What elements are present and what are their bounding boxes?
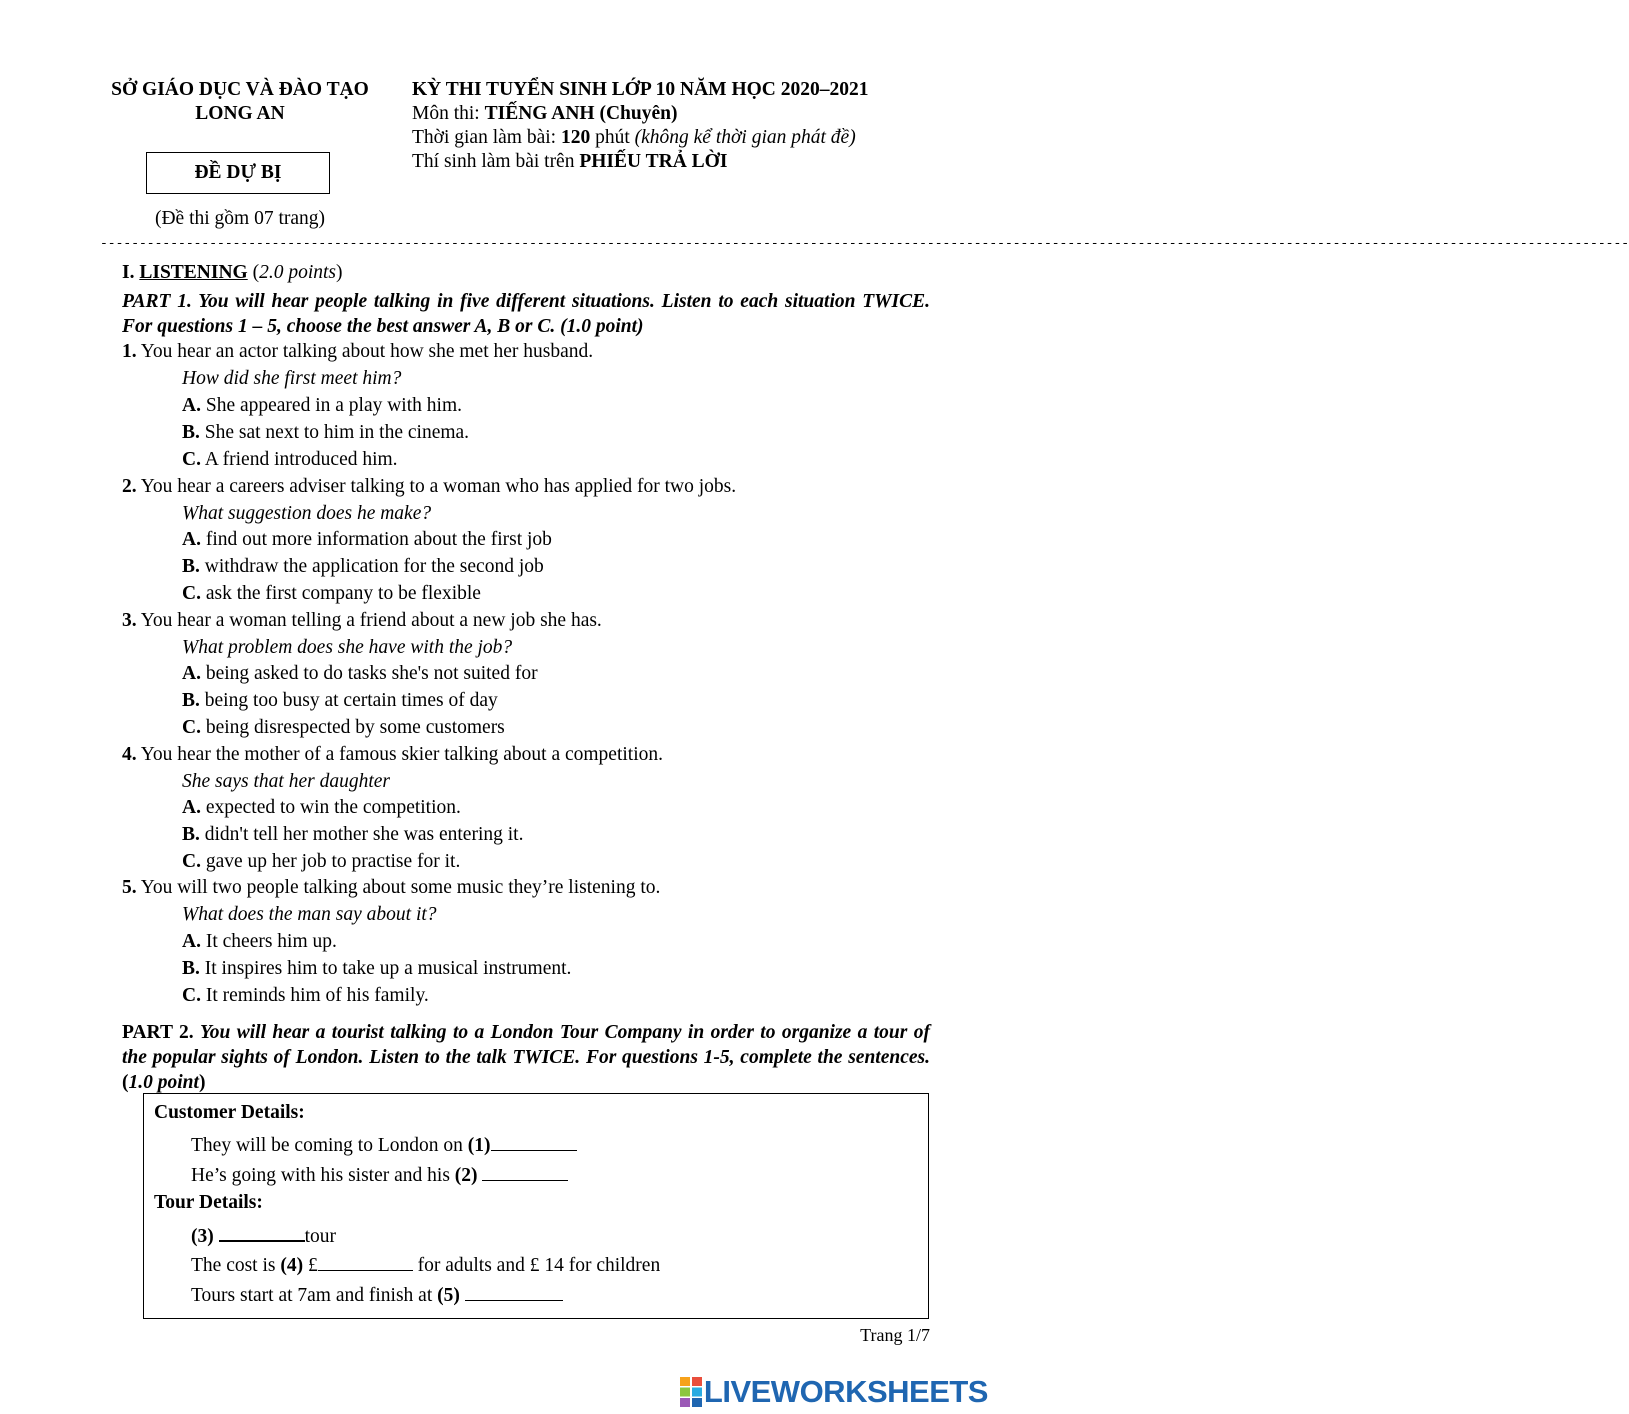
- question-4-prompt: She says that her daughter: [182, 771, 390, 792]
- question-4-option-b[interactable]: B. didn't tell her mother she was entering it.: [182, 824, 524, 845]
- time-value: 120: [560, 127, 591, 148]
- gap-2-line: He’s going with his sister and his (2): [191, 1162, 568, 1187]
- dashed-separator: ----------------------------------------------------------------------------------------------------------------------------------------------------------------------------------------------------: [100, 236, 1629, 251]
- part1-heading: PART 1. You will hear people talking in five different situations. Listen to each situation TWICE. For questions 1 – 5, choose the best answer A, B or C. (1.0 point): [122, 291, 930, 337]
- section-name: LISTENING: [139, 262, 248, 283]
- answer-line: Thí sinh làm bài trên PHIẾU TRẢ LỜI: [412, 151, 728, 172]
- question-1-option-b[interactable]: B. She sat next to him in the cinema.: [182, 422, 470, 443]
- question-5-option-a[interactable]: A. It cheers him up.: [182, 931, 337, 952]
- question-5: 5. You will two people talking about some music they’re listening to.: [122, 877, 661, 898]
- question-2-prompt: What suggestion does he make?: [182, 503, 432, 524]
- gap-4-line: The cost is (4) £ for adults and £ 14 for children: [191, 1252, 660, 1277]
- gap-1-blank[interactable]: [491, 1132, 577, 1151]
- liveworksheets-wordmark: LIVEWORKSHEETS: [703, 1374, 988, 1409]
- question-2-option-b[interactable]: B. withdraw the application for the second job: [182, 556, 544, 577]
- gap-3-blank[interactable]: [219, 1222, 305, 1242]
- question-3-option-b[interactable]: B. being too busy at certain times of day: [182, 690, 498, 711]
- question-5-option-c[interactable]: C. It reminds him of his family.: [182, 985, 429, 1006]
- gap-2-blank[interactable]: [482, 1162, 568, 1181]
- question-4-option-c[interactable]: C. gave up her job to practise for it.: [182, 851, 461, 872]
- question-1-option-c[interactable]: C. A friend introduced him.: [182, 449, 398, 470]
- part2-points: 1.0 point: [128, 1072, 199, 1093]
- question-3-option-c[interactable]: C. being disrespected by some customers: [182, 717, 505, 738]
- subject-name: TIẾNG ANH (Chuyên): [484, 103, 678, 124]
- customer-details-title: Customer Details:: [154, 1102, 305, 1123]
- gap-5-blank[interactable]: [465, 1282, 563, 1301]
- question-2-option-c[interactable]: C. ask the first company to be flexible: [182, 583, 481, 604]
- time-note: (không kể thời gian phát đề): [634, 127, 856, 148]
- question-1-option-a[interactable]: A. She appeared in a play with him.: [182, 395, 462, 416]
- question-1: 1. You hear an actor talking about how she met her husband.: [122, 341, 594, 362]
- question-4: 4. You hear the mother of a famous skier talking about a competition.: [122, 744, 664, 765]
- liveworksheets-icon: [680, 1377, 702, 1407]
- question-2-option-a[interactable]: A. find out more information about the first job: [182, 529, 552, 550]
- department-name: SỞ GIÁO DỤC VÀ ĐÀO TẠO: [111, 79, 369, 100]
- time-line: Thời gian làm bài: 120 phút (không kể thời gian phát đề): [412, 127, 856, 148]
- tour-details-title: Tour Details:: [154, 1192, 263, 1213]
- gap-5-line: Tours start at 7am and finish at (5): [191, 1282, 563, 1307]
- part2-heading: PART 2. You will hear a tourist talking to a London Tour Company in order to organize a tour of the popular sights of London. Listen to the talk TWICE. For questions 1-5, complete the sentences. (1.0 point): [122, 1022, 930, 1093]
- reserve-exam-badge: [146, 152, 330, 194]
- question-3: 3. You hear a woman telling a friend about a new job she has.: [122, 610, 602, 631]
- question-5-prompt: What does the man say about it?: [182, 904, 437, 925]
- exam-info-block: [412, 78, 869, 174]
- part2-answer-box: [143, 1093, 929, 1319]
- section-points: 2.0 points: [259, 262, 337, 283]
- question-5-option-b[interactable]: B. It inspires him to take up a musical instrument.: [182, 958, 572, 979]
- subject-line: Môn thi: TIẾNG ANH (Chuyên): [412, 103, 678, 124]
- exam-title: KỲ THI TUYỂN SINH LỚP 10 NĂM HỌC 2020–2021: [412, 79, 869, 100]
- gap-4-blank[interactable]: [318, 1252, 413, 1271]
- province-name: LONG AN: [195, 103, 285, 124]
- question-3-option-a[interactable]: A. being asked to do tasks she's not suited for: [182, 663, 538, 684]
- gap-1-line: They will be coming to London on (1): [191, 1132, 577, 1157]
- department-block: [90, 78, 390, 126]
- liveworksheets-logo[interactable]: [680, 1374, 988, 1410]
- answer-sheet-name: PHIẾU TRẢ LỜI: [579, 151, 728, 172]
- reserve-exam-label: ĐỀ DỰ BỊ: [194, 162, 282, 183]
- gap-3-line: (3) tour: [191, 1222, 336, 1248]
- question-1-prompt: How did she first meet him?: [182, 368, 402, 389]
- pages-note: (Đề thi gồm 07 trang): [154, 208, 326, 229]
- question-3-prompt: What problem does she have with the job?: [182, 637, 513, 658]
- question-4-option-a[interactable]: A. expected to win the competition.: [182, 797, 461, 818]
- question-2: 2. You hear a careers adviser talking to a woman who has applied for two jobs.: [122, 476, 737, 497]
- section-title: I. LISTENING (2.0 points): [122, 262, 343, 283]
- page-number: Trang 1/7: [860, 1325, 930, 1345]
